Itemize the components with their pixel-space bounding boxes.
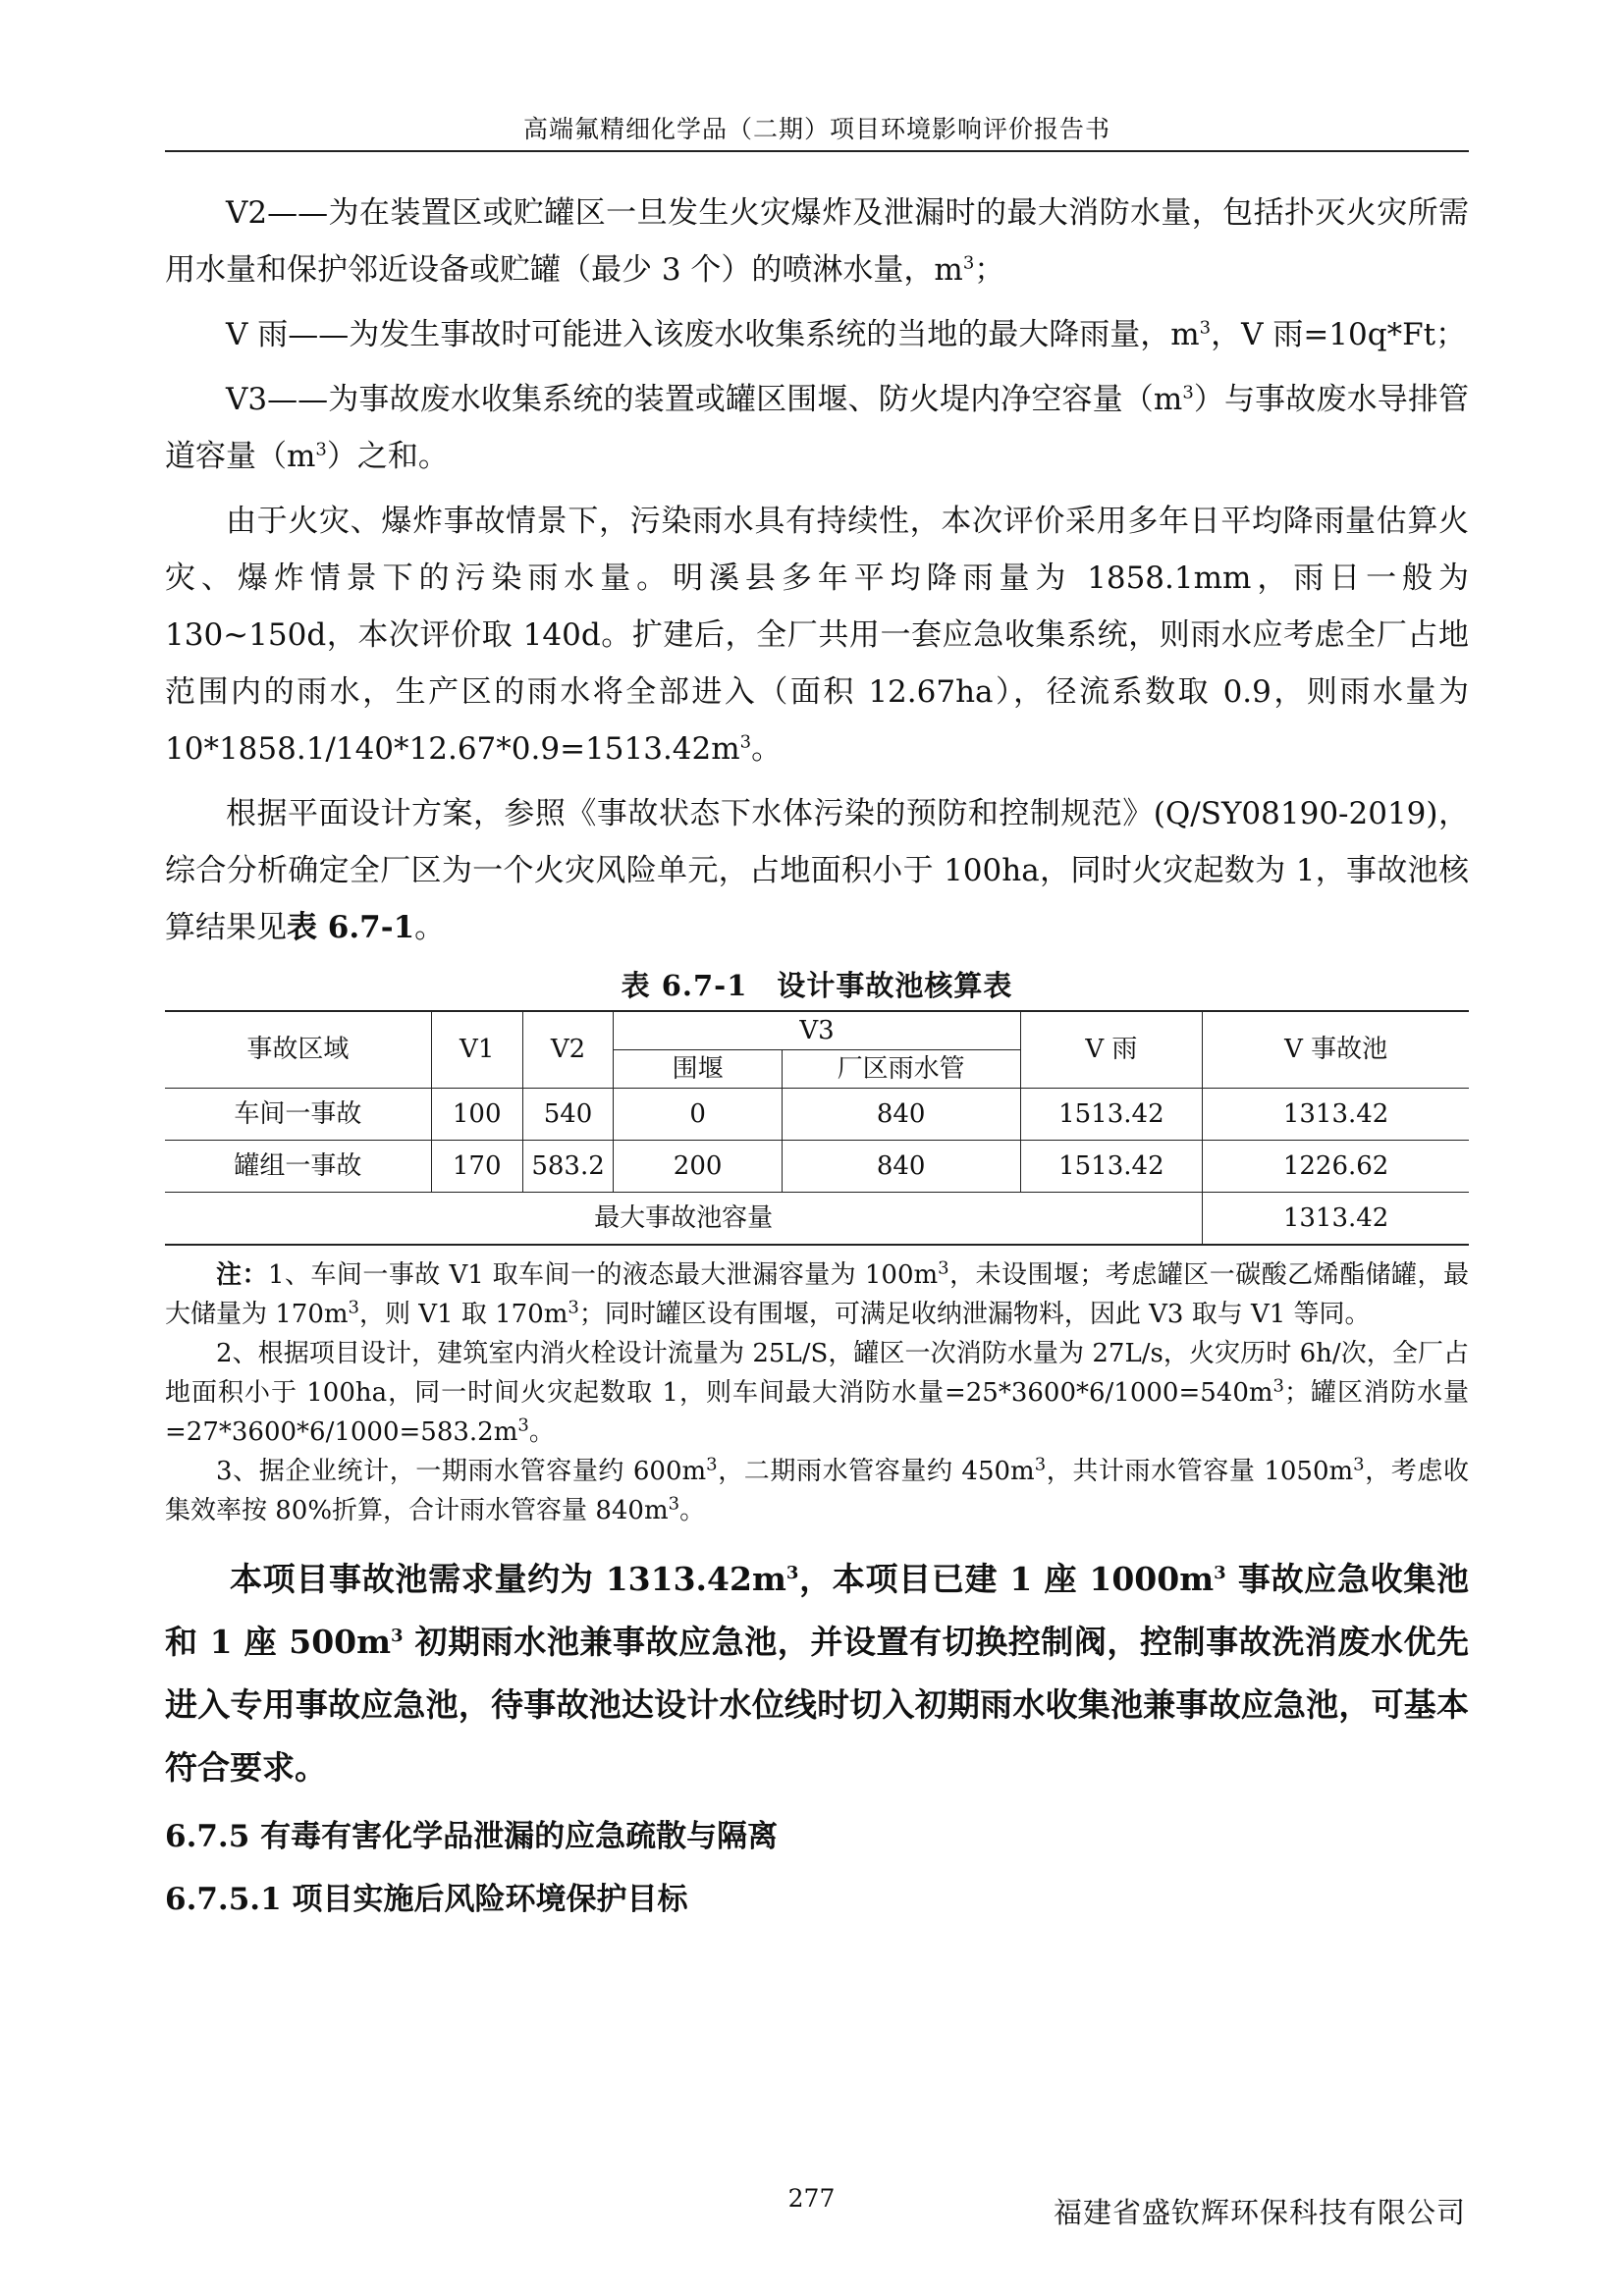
table-row: 罐组一事故 170 583.2 200 840 1513.42 1226.62	[165, 1141, 1469, 1193]
note-1: 注：1、车间一事故 V1 取车间一的液态最大泄漏容量为 $100m^3$，未设围堰；考虑罐区一碳酸乙烯酯储罐，最大储量为 $170m^3$，则 V1 取 $170m^3$；同时罐区设有围堰，可满足收纳泄漏物料，因此 V3 取与 V1 等同。	[165, 1257, 1469, 1329]
vrain-definition: V 雨——为发生事故时可能进入该废水收集系统的当地的最大降雨量，$m^3$，V 雨=10q*Ft；	[226, 317, 1467, 352]
note-2: 2、根据项目设计，建筑室内消火栓设计流量为 25L/S，罐区一次消防水量为 27L/s，火灾历时 6h/次，全厂占地面积小于 100ha，同一时间火灾起数取 1，则车间最大消防水量$=25*3600*6/1000=540m^3$；罐区消防水量$=27*3600*6/1000=583.2m^3$。	[165, 1339, 1469, 1447]
table-notes	[165, 1255, 1469, 1530]
header-pipe: 厂区雨水管	[782, 1050, 1020, 1089]
table-reference: 表 6.7-1	[287, 910, 415, 945]
section-heading-6-7-5-1: 6.7.5.1 项目实施后风险环境保护目标	[165, 1882, 688, 1917]
max-pool-value: 1313.42	[1203, 1193, 1469, 1246]
max-pool-label: 最大事故池容量	[165, 1193, 1203, 1246]
conclusion-paragraph: 本项目事故池需求量约为 $1313.42m^3$，本项目已建 1 座 $1000m^3$ 事故应急收集池和 1 座 $500m^3$ 初期雨水池兼事故应急池，并设置有切换控制阀，控制事故洗消废水优先进入专用事故应急池，待事故池达设计水位线时切入初期雨水收集池兼事故应急池，可基本符合要求。	[165, 1560, 1469, 1787]
table-title: 表 6.7-1 设计事故池核算表	[621, 969, 1013, 1002]
header-vrain: V 雨	[1020, 1011, 1203, 1089]
page-number: 277	[787, 2184, 836, 2213]
header-v2: V2	[522, 1011, 614, 1089]
table-header-row	[165, 1011, 1469, 1050]
header-area: 事故区域	[165, 1011, 431, 1089]
v2-definition: V2——为在装置区或贮罐区一旦发生火灾爆炸及泄漏时的最大消防水量，包括扑灭火灾所需用水量和保护邻近设备或贮罐（最少 3 个）的喷淋水量，$m^3$；	[165, 195, 1469, 288]
header-weiyan: 围堰	[614, 1050, 782, 1089]
v3-definition: V3——为事故废水收集系统的装置或罐区围堰、防火堤内净空容量$(m^3)$与事故废水导排管道容量$(m^3)$之和。	[165, 382, 1469, 474]
rainwater-paragraph: 由于火灾、爆炸事故情景下，污染雨水具有持续性，本次评价采用多年日平均降雨量估算火灾、爆炸情景下的污染雨水量。明溪县多年平均降雨量为 1858.1mm，雨日一般为 130~150d，本次评价取 140d。扩建后，全厂共用一套应急收集系统，则雨水应考虑全厂占地范围内的雨水，生产区的雨水将全部进入（面积 12.67ha），径流系数取 0.9，则雨水量为 $10*1858.1/140*12.67*0.9=1513.42m^3$。	[165, 504, 1469, 767]
table-total-row	[165, 1193, 1469, 1246]
footer-company: 福建省盛钦辉环保科技有限公司	[1053, 2196, 1466, 2229]
plan-paragraph: 根据平面设计方案，参照《事故状态下水体污染的预防和控制规范》(Q/SY08190-2019)，综合分析确定全厂区为一个火灾风险单元，占地面积小于 100ha，同时火灾起数为 1，事故池核算结果见表 6.7-1。	[165, 796, 1469, 945]
note-3: 3、据企业统计，一期雨水管容量约 $600m^3$，二期雨水管容量约 $450m^3$，共计雨水管容量 $1050m^3$，考虑收集效率按 80%折算，合计雨水管容量 $840m^3$。	[165, 1454, 1469, 1525]
accident-pool-table	[165, 1010, 1469, 1246]
header-v1: V1	[431, 1011, 522, 1089]
section-heading-6-7-5: 6.7.5 有毒有害化学品泄漏的应急疏散与隔离	[165, 1819, 779, 1854]
table-row: 车间一事故 100 540 0 840 1513.42 1313.42	[165, 1089, 1469, 1141]
header-vpool: V 事故池	[1203, 1011, 1469, 1089]
page-body	[165, 185, 1469, 1931]
header-v3: V3	[614, 1011, 1020, 1050]
header-divider	[165, 150, 1469, 152]
page-header-title: 高端氟精细化学品（二期）项目环境影响评价报告书	[522, 115, 1110, 143]
